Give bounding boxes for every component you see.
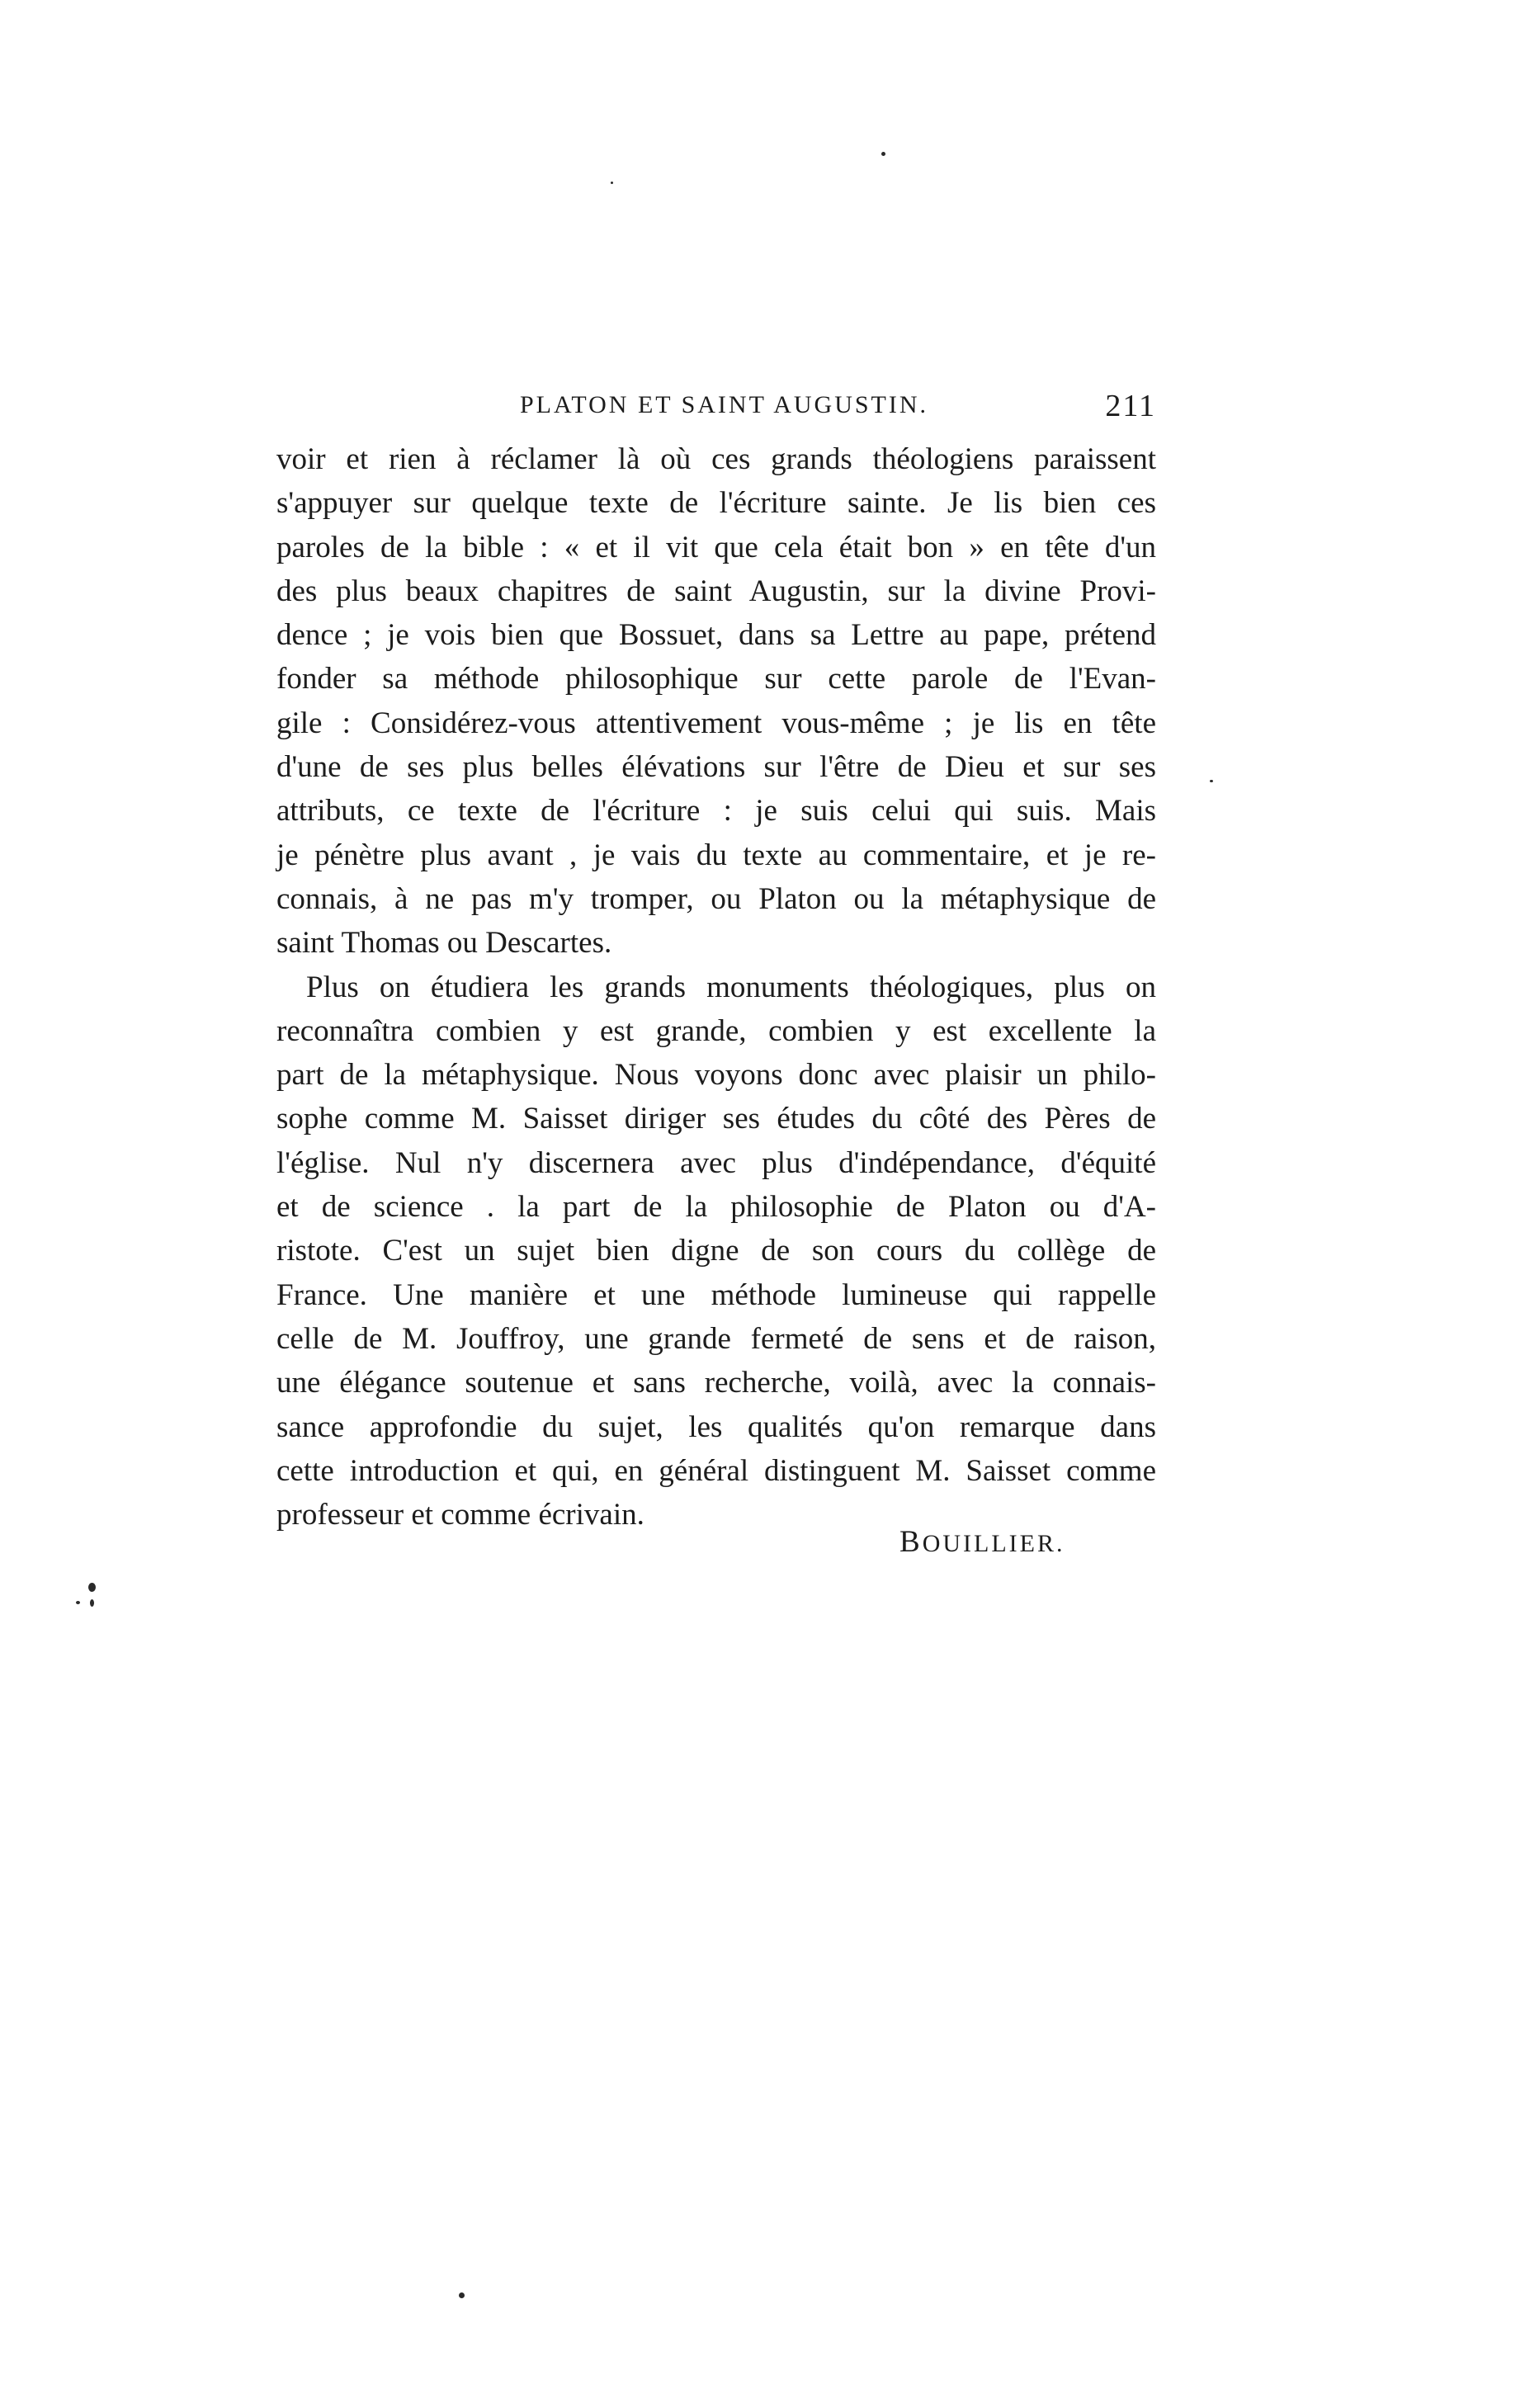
text-line: des plus beaux chapitres de saint Augustin, sur la divine Provi- (276, 574, 1156, 608)
scan-speck (88, 1583, 96, 1592)
text-line: l'église. Nul n'y discernera avec plus d'indépendance, d'équité (276, 1145, 1156, 1180)
text-line: celle de M. Jouffroy, une grande fermeté de sens et de raison, (276, 1321, 1156, 1356)
text-line: s'appuyer sur quelque texte de l'écriture sainte. Je lis bien ces (276, 486, 1156, 521)
body-text (276, 437, 1156, 1537)
paragraph-1 (276, 437, 1156, 966)
scan-speck (76, 1601, 80, 1604)
scan-speck (459, 2292, 465, 2298)
scan-speck (611, 182, 613, 184)
text-line: connais, à ne pas m'y tromper, ou Platon ou la métaphysique de (276, 881, 1156, 916)
text-line: d'une de ses plus belles élévations sur l'être de Dieu et sur ses (276, 750, 1156, 785)
text-line: paroles de la bible : « et il vit que cela était bon » en tête d'un (276, 530, 1156, 564)
text-line: une élégance soutenue et sans recherche, voilà, avec la connais- (276, 1366, 1156, 1400)
running-title: PLATON ET SAINT AUGUSTIN. (520, 391, 929, 418)
text-line: dence ; je vois bien que Bossuet, dans sa Lettre au pape, prétend (276, 618, 1156, 653)
text-line: sophe comme M. Saisset diriger ses études du côté des Pères de (276, 1102, 1156, 1136)
text-line: part de la métaphysique. Nous voyons donc avec plaisir un philo- (276, 1058, 1156, 1093)
page-header (276, 388, 1156, 437)
signature-initial: B (899, 1525, 923, 1559)
text-line: France. Une manière et une méthode lumineuse qui rappelle (276, 1277, 1156, 1312)
text-line: attributs, ce texte de l'écriture : je suis celui qui suis. Mais (276, 794, 1156, 829)
text-line: et de science . la part de la philosophie de Platon ou d'A- (276, 1190, 1156, 1225)
page-number: 211 (1105, 389, 1156, 423)
scan-speck (90, 1599, 94, 1607)
text-line: saint Thomas ou Descartes. (276, 926, 612, 961)
text-line: Plus on étudiera les grands monuments théologiques, plus on (306, 970, 1156, 1004)
scan-speck (881, 152, 885, 156)
paragraph-2 (276, 966, 1156, 1537)
text-line: cette introduction et qui, en général distinguent M. Saisset comme (276, 1453, 1156, 1488)
text-line: fonder sa méthode philosophique sur cette parole de l'Evan- (276, 662, 1156, 696)
scan-speck (1210, 780, 1213, 782)
author-signature (899, 1524, 1065, 1560)
text-line: ristote. C'est un sujet bien digne de son cours du collège de (276, 1234, 1156, 1268)
text-line: gile : Considérez-vous attentivement vous-même ; je lis en tête (276, 706, 1156, 740)
text-line: reconnaîtra combien y est grande, combien y est excellente la (276, 1013, 1156, 1048)
text-line: sance approfondie du sujet, les qualités qu'on remarque dans (276, 1409, 1156, 1444)
text-line: voir et rien à réclamer là où ces grands théologiens paraissent (276, 442, 1156, 476)
text-line: je pénètre plus avant , je vais du texte au commentaire, et je re- (276, 838, 1156, 872)
text-line: professeur et comme écrivain. (276, 1498, 644, 1532)
signature-rest: OUILLIER. (922, 1530, 1065, 1557)
